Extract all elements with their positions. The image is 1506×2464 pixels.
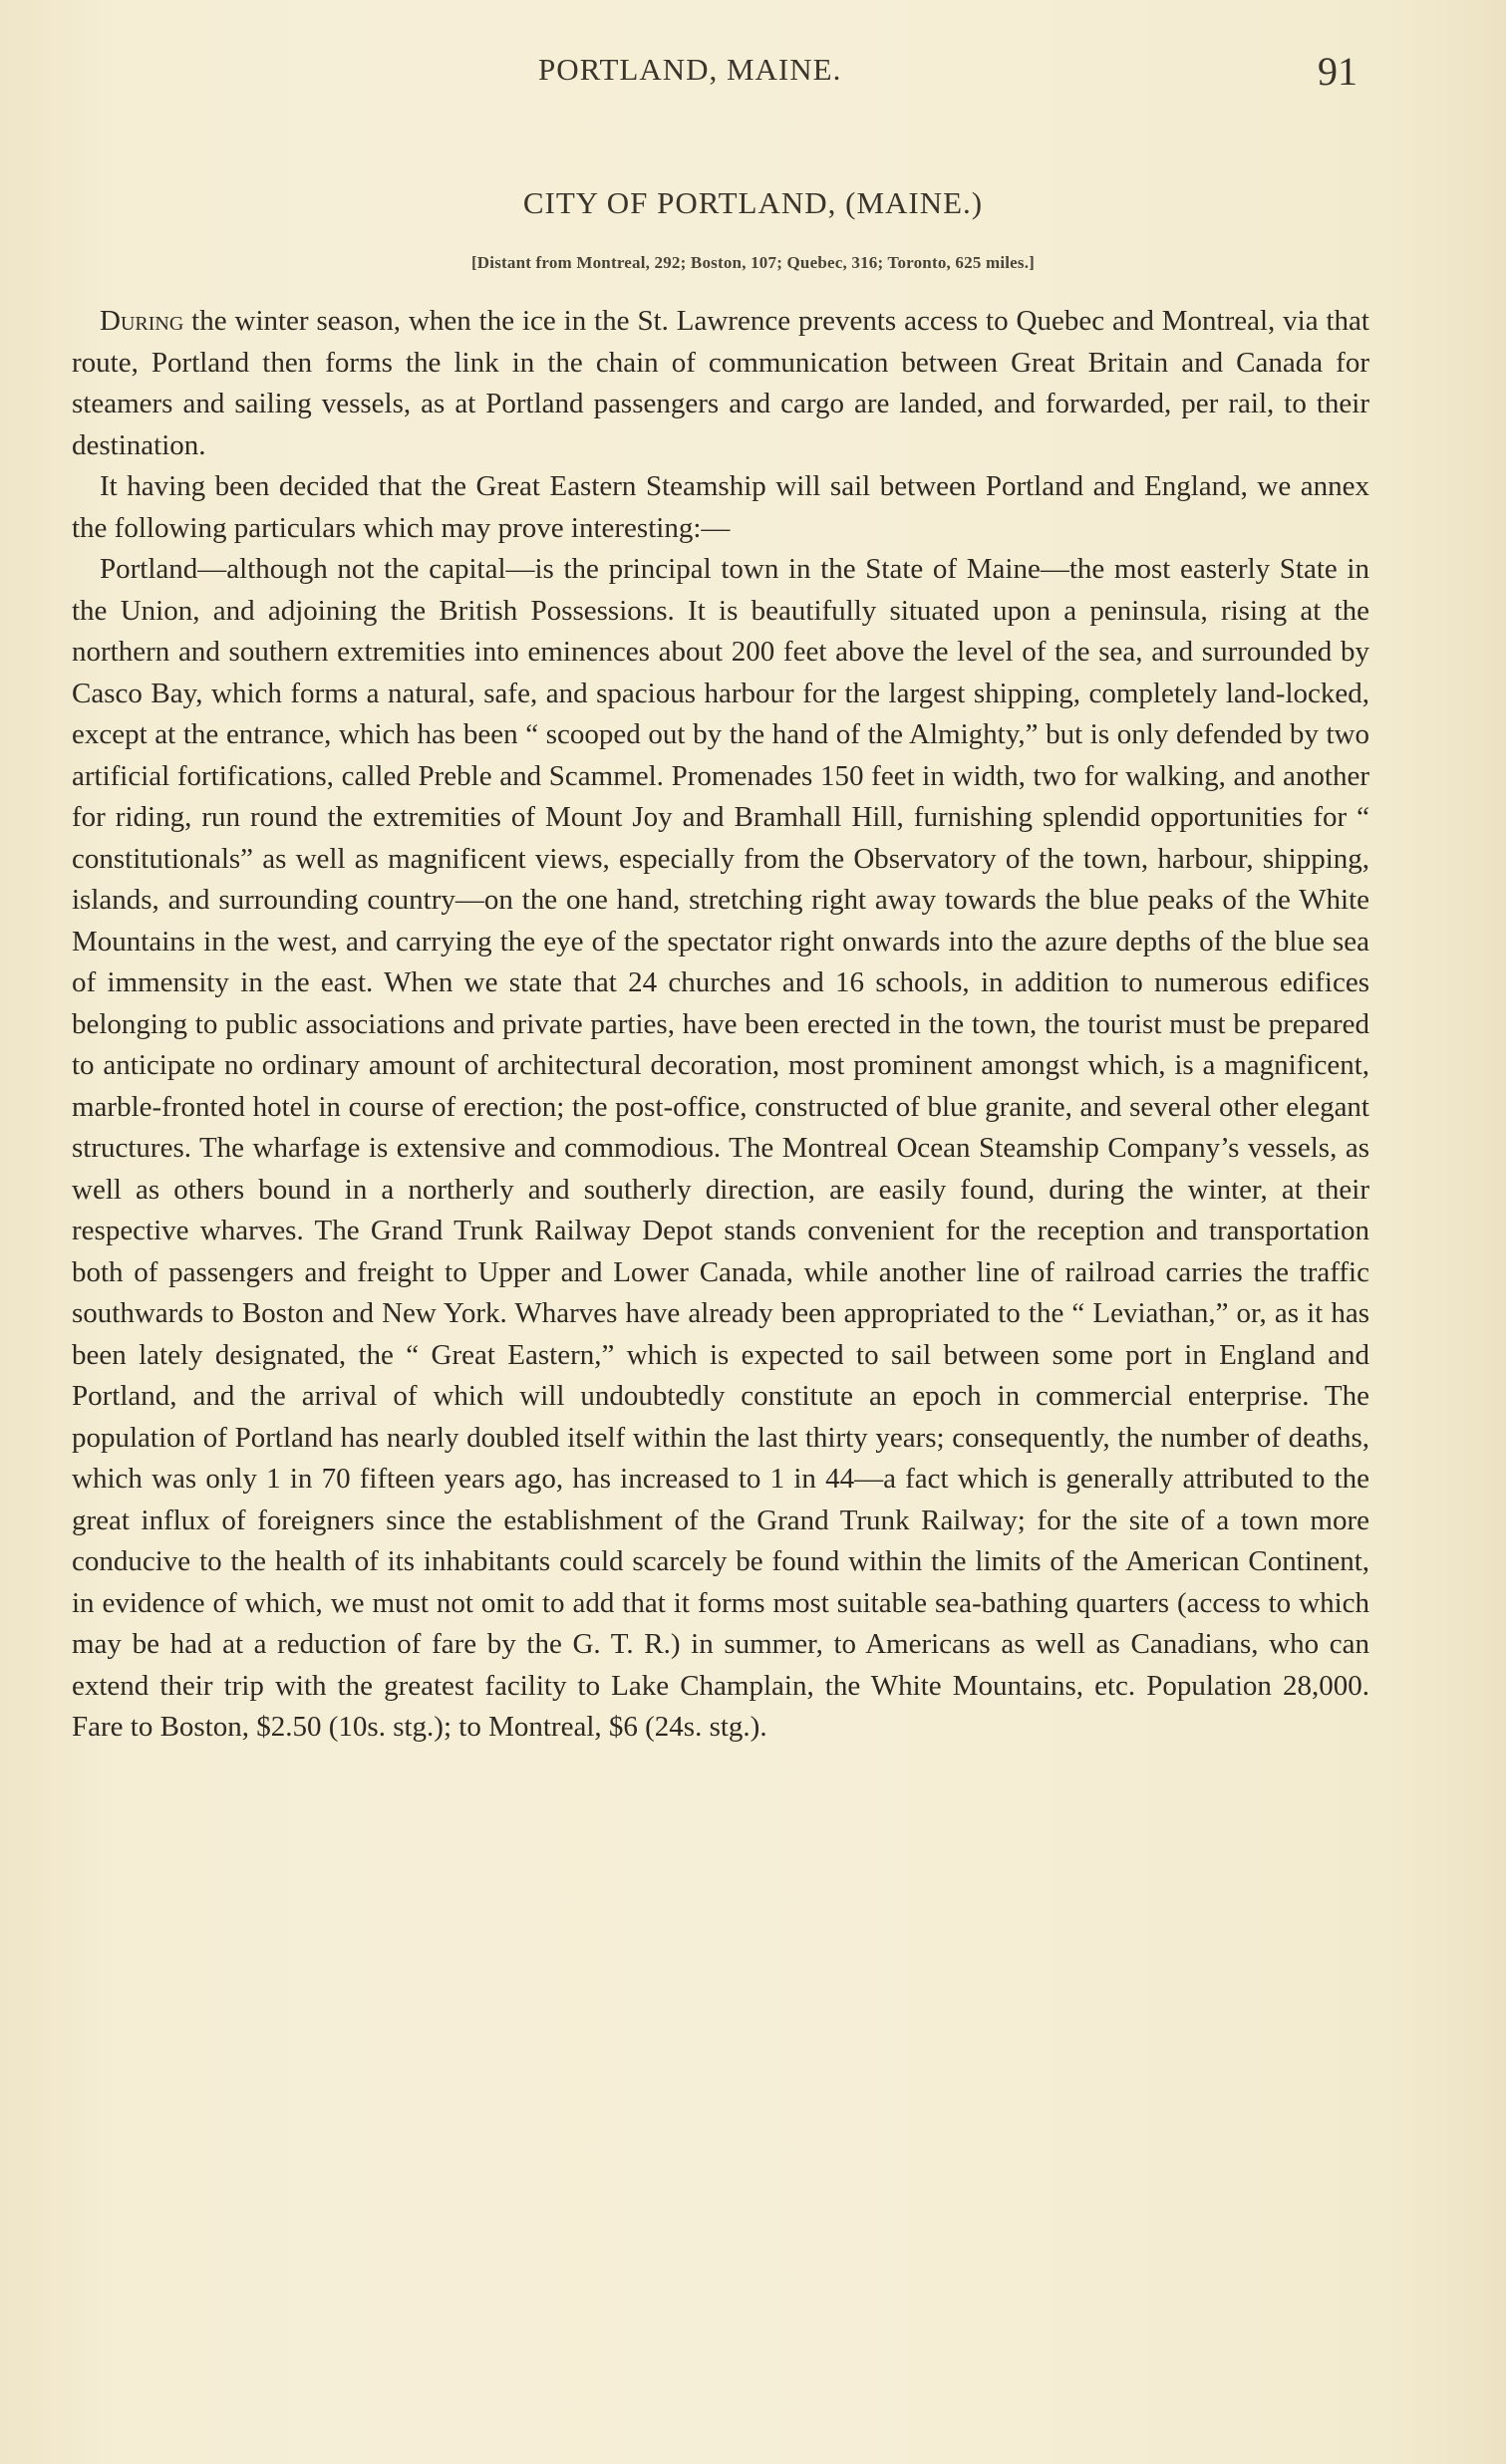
running-title: PORTLAND, MAINE. bbox=[538, 52, 842, 87]
paragraph-1-text: the winter season, when the ice in the St. Lawrence prevents access to Quebec and Montreal, via that route, Portland then forms the link in the chain of communication between Great Britain and Canada for steamers and sailing vessels, as at Portland passengers and cargo are landed, and forwarded, per rail, to their destination. bbox=[72, 305, 1369, 461]
paragraph-lead-word: During bbox=[100, 305, 184, 337]
paragraph-2: It having been decided that the Great Eastern Steamship will sail between Portland and England, we annex the following particulars which may prove interesting:— bbox=[72, 470, 1369, 544]
paragraph-1 bbox=[72, 301, 1369, 466]
paragraph-3: Portland—although not the capital—is the principal town in the State of Maine—the most easterly State in the Union, and adjoining the British Possessions. It is beautifully situated upon a peninsula, rising at the northern and southern extremities into eminences about 200 feet above the level of the sea, and surrounded by Casco Bay, which forms a natural, safe, and spacious harbour for the largest shipping, completely land-locked, except at the entrance, which has been “ scooped out by the hand of the Almighty,” but is only defended by two artificial fortifications, called Preble and Scammel. Promenades 150 feet in width, two for walking, and another for riding, run round the extremities of Mount Joy and Bramhall Hill, furnishing splendid opportunities for “ constitutionals” as well as magnificent views, especially from the Observatory of the town, harbour, shipping, islands, and surrounding country—on the one hand, stretching right away towards the blue peaks of the White Mountains in the west, and carrying the eye of the spectator right onwards into the azure depths of the blue sea of immensity in the east. When we state that 24 churches and 16 schools, in addition to numerous edifices belonging to public associations and private parties, have been erected in the town, the tourist must be prepared to anticipate no ordinary amount of architectural decoration, most prominent amongst which, is a magnificent, marble-fronted hotel in course of erection; the post-office, constructed of blue granite, and several other elegant structures. The wharfage is extensive and commodious. The Montreal Ocean Steamship Company’s vessels, as well as others bound in a northerly and southerly direction, are easily found, during the winter, at their respective wharves. The Grand Trunk Railway Depot stands convenient for the reception and transportation both of passengers and freight to Upper and Lower Canada, while another line of railroad carries the traffic southwards to Boston and New York. Wharves have already been appropriated to the “ Leviathan,” or, as it has been lately designated, the “ Great Eastern,” which is expected to sail between some port in England and Portland, and the arrival of which will undoubtedly constitute an epoch in commercial enterprise. The population of Portland has nearly doubled itself within the last thirty years; consequently, the number of deaths, which was only 1 in 70 fifteen years ago, has increased to 1 in 44—a fact which is generally attributed to the great influx of foreigners since the establishment of the Grand Trunk Railway; for the site of a town more conducive to the health of its inhabitants could scarcely be found within the limits of the American Continent, in evidence of which, we must not omit to add that it forms most suitable sea-bathing quarters (access to which may be had at a reduction of fare by the G. T. R.) in summer, to Americans as well as Canadians, who can extend their trip with the greatest facility to Lake Champlain, the White Mountains, etc. Population 28,000. Fare to Boston, $2.50 (10s. stg.); to Montreal, $6 (24s. stg.). bbox=[72, 553, 1369, 1743]
body-text bbox=[72, 301, 1369, 1749]
page-number: 91 bbox=[1318, 49, 1357, 94]
running-head bbox=[0, 49, 1506, 102]
chapter-title: CITY OF PORTLAND, (MAINE.) bbox=[522, 185, 984, 220]
distances-note: [Distant from Montreal, 292; Boston, 107; Quebec, 316; Toronto, 625 miles.] bbox=[470, 253, 1036, 272]
